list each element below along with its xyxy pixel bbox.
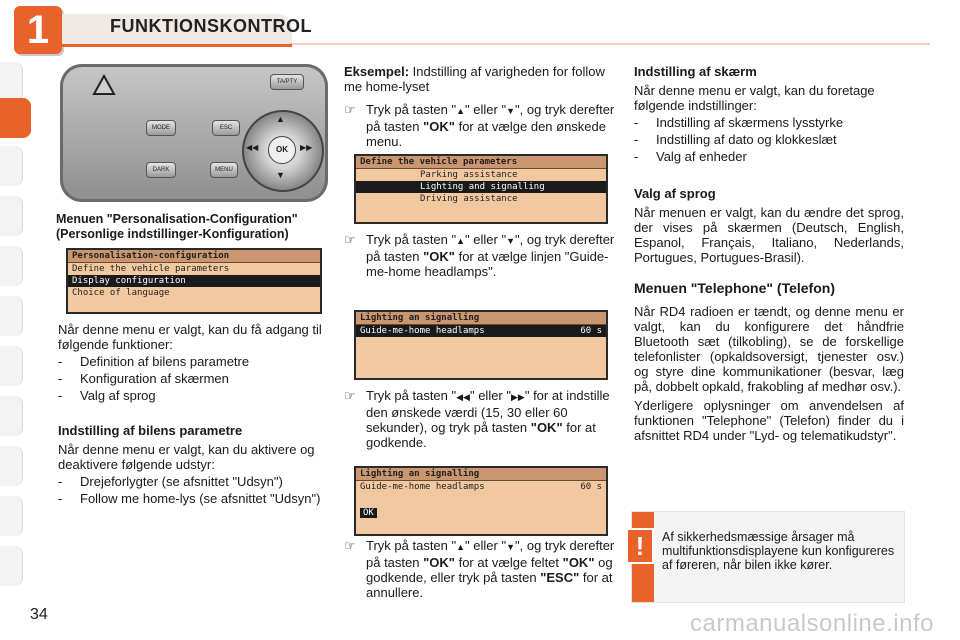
rewind-icon: ◀◀	[456, 392, 470, 402]
up-arrow-icon: ▲	[456, 542, 466, 552]
finger-icon: ☞	[344, 538, 356, 553]
dark-button[interactable]: DARK	[146, 162, 176, 178]
lcd-screen-lighting	[354, 310, 608, 380]
lcd-title: Lighting an signalling	[356, 312, 606, 325]
step-text: for at vælge den ønskede menu.	[366, 119, 606, 149]
step-text: for at vælge feltet	[458, 555, 560, 570]
menu-button[interactable]: MENU	[210, 162, 238, 178]
finger-icon: ☞	[344, 102, 356, 117]
watermark: carmanualsonline.info	[690, 610, 934, 637]
side-tab[interactable]	[0, 146, 23, 186]
step-text: " eller "	[469, 388, 511, 403]
dial-down-icon: ▼	[276, 170, 285, 180]
step-text: Tryk på tasten "	[366, 102, 457, 117]
mode-button[interactable]: MODE	[146, 120, 176, 136]
ok-key-label: "OK"	[530, 420, 563, 435]
subheading: Indstilling af skærm	[634, 64, 757, 79]
page-number: 34	[30, 606, 48, 623]
lcd-line: Driving assistance	[420, 194, 518, 204]
lcd-row-value: 60 s	[580, 482, 602, 492]
warning-text: Af sikkerhedsmæssige årsager må multifunktionsdisplayene kun konfigureres af føreren, når bilen ikke kører.	[662, 530, 895, 572]
dial-up-icon: ▲	[276, 114, 285, 124]
side-tab[interactable]	[0, 546, 23, 586]
ok-key-label: "OK"	[423, 119, 455, 134]
side-tab[interactable]	[0, 346, 23, 386]
lcd-screen-vehicle-parameters	[354, 154, 608, 224]
side-tab[interactable]	[0, 246, 23, 286]
side-tab[interactable]	[0, 396, 23, 436]
list-item: Indstilling af skærmens lysstyrke	[656, 115, 844, 130]
step-text: Tryk på tasten "	[366, 388, 457, 403]
esc-button[interactable]: ESC	[212, 120, 240, 136]
lcd-row-label: Guide-me-home headlamps	[360, 326, 485, 336]
step-text: " eller "	[465, 232, 507, 247]
step-text: og godkende, eller tryk på tasten	[366, 555, 613, 585]
up-arrow-icon: ▲	[456, 236, 466, 246]
paragraph: Når RD4 radioen er tændt, og denne menu er valgt, kan du konfigurere det håndfrie Bluetooth sæt (tilkobling), se de forskellige telefonlister (opkaldsoversigt, tjenester osv.) og styre dine kommunikationer (besvar, læg på, dobbelt opkald, frakobling af medhør osv.).	[634, 304, 904, 394]
paragraph: Når denne menu er valgt, kan du aktivere og deaktivere følgende udstyr:	[58, 442, 315, 472]
forward-icon: ▶▶	[511, 392, 525, 402]
step-text: Tryk på tasten "	[366, 232, 457, 247]
step-text: for at annullere.	[366, 570, 613, 600]
ok-key-label: "OK"	[423, 249, 455, 264]
chapter-number: 1	[14, 6, 62, 54]
lcd-line: Choice of language	[72, 288, 170, 298]
list-item: Valg af sprog	[80, 388, 156, 403]
list-item: Valg af enheder	[656, 149, 747, 164]
subheading: Valg af sprog	[634, 186, 716, 201]
lcd-line-selected: Display configuration	[68, 275, 320, 287]
paragraph: Når menuen er valgt, kan du ændre det sprog, der vises på skærmen (Deutsch, English, Espanol, Français, Italiano, Nederlands, Portugues, Portugues-Brasil).	[634, 205, 904, 265]
lcd-ok-field: OK	[360, 508, 377, 518]
lcd-screen-lighting-ok	[354, 466, 608, 536]
lcd-row-value: 60 s	[580, 326, 602, 336]
list-item: Follow me home-lys (se afsnittet "Udsyn")	[80, 491, 321, 506]
paragraph: Når denne menu er valgt, kan du foretage følgende indstillinger:	[634, 83, 875, 113]
list-item: Definition af bilens parametre	[80, 354, 250, 369]
lcd-title: Define the vehicle parameters	[356, 156, 606, 169]
lcd-line-selected: Lighting and signalling	[356, 181, 606, 193]
subheading: Indstilling af bilens parametre	[58, 423, 243, 438]
finger-icon: ☞	[344, 232, 356, 247]
page-title: FUNKTIONSKONTROL	[110, 16, 312, 36]
example-text: Indstilling af varigheden for follow me home-lyset	[344, 64, 605, 94]
side-tab[interactable]	[0, 296, 23, 336]
side-tab[interactable]	[0, 496, 23, 536]
side-tab[interactable]	[0, 196, 23, 236]
down-arrow-icon: ▼	[506, 542, 515, 552]
example-label: Eksempel:	[344, 64, 410, 79]
up-arrow-icon: ▲	[456, 106, 466, 116]
step-text: " for at indstille den ønskede værdi (15, 30 eller 60 sekunder), og tryk på tasten	[366, 388, 610, 435]
side-tab-active[interactable]	[0, 98, 31, 138]
side-tab[interactable]	[0, 446, 23, 486]
side-tab[interactable]	[0, 62, 23, 102]
step-text: for at godkende.	[366, 420, 596, 450]
lcd-title: Lighting an signalling	[356, 468, 606, 481]
lcd-screen-personalisation	[66, 248, 322, 314]
finger-icon: ☞	[344, 388, 356, 403]
section-heading-telephone: Menuen "Telephone" (Telefon)	[634, 280, 835, 296]
ta-pty-button[interactable]: TA/PTY	[270, 74, 304, 90]
list-item: Drejeforlygter (se afsnittet "Udsyn")	[80, 474, 283, 489]
hazard-icon	[92, 74, 116, 96]
warning-exclamation-icon: !	[626, 528, 654, 564]
list-item: Konfiguration af skærmen	[80, 371, 229, 386]
down-arrow-icon: ▼	[506, 236, 515, 246]
step-text: for at vælge linjen "Guide-me-home headlamps".	[366, 249, 609, 279]
ok-key-label: "OK"	[423, 555, 455, 570]
step-text: ", og tryk derefter på tasten	[366, 232, 615, 264]
lcd-line: Define the vehicle parameters	[72, 264, 230, 274]
header-rule	[290, 43, 930, 45]
ok-key-label: "OK"	[562, 555, 595, 570]
list-item: Indstilling af dato og klokkeslæt	[656, 132, 837, 147]
step-text: " eller "	[465, 102, 507, 117]
esc-key-label: "ESC"	[540, 570, 580, 585]
lcd-title: Personalisation-configuration	[68, 250, 320, 263]
lcd-row-label: Guide-me-home headlamps	[360, 482, 485, 492]
paragraph: Yderligere oplysninger om anvendelsen af funktionen "Telephone" (Telefon) finder du i afsnittet RD4 under "Lyd- og telematikudstyr".	[634, 398, 904, 443]
step-text: " eller "	[465, 538, 507, 553]
paragraph: Når denne menu er valgt, kan du få adgang til følgende funktioner:	[58, 322, 322, 352]
dial-left-icon: ◀◀	[246, 143, 259, 152]
step-text: ", og tryk derefter på tasten	[366, 102, 615, 134]
ok-button[interactable]: OK	[268, 136, 296, 164]
step-text: Tryk på tasten "	[366, 538, 457, 553]
lcd-line: Parking assistance	[420, 170, 518, 180]
section-heading-personalisation: Menuen "Personalisation-Configuration" (Personlige indstillinger-Konfiguration)	[56, 212, 298, 241]
down-arrow-icon: ▼	[506, 106, 515, 116]
step-text: ", og tryk derefter på tasten	[366, 538, 615, 570]
dial-right-icon: ▶▶	[300, 143, 313, 152]
